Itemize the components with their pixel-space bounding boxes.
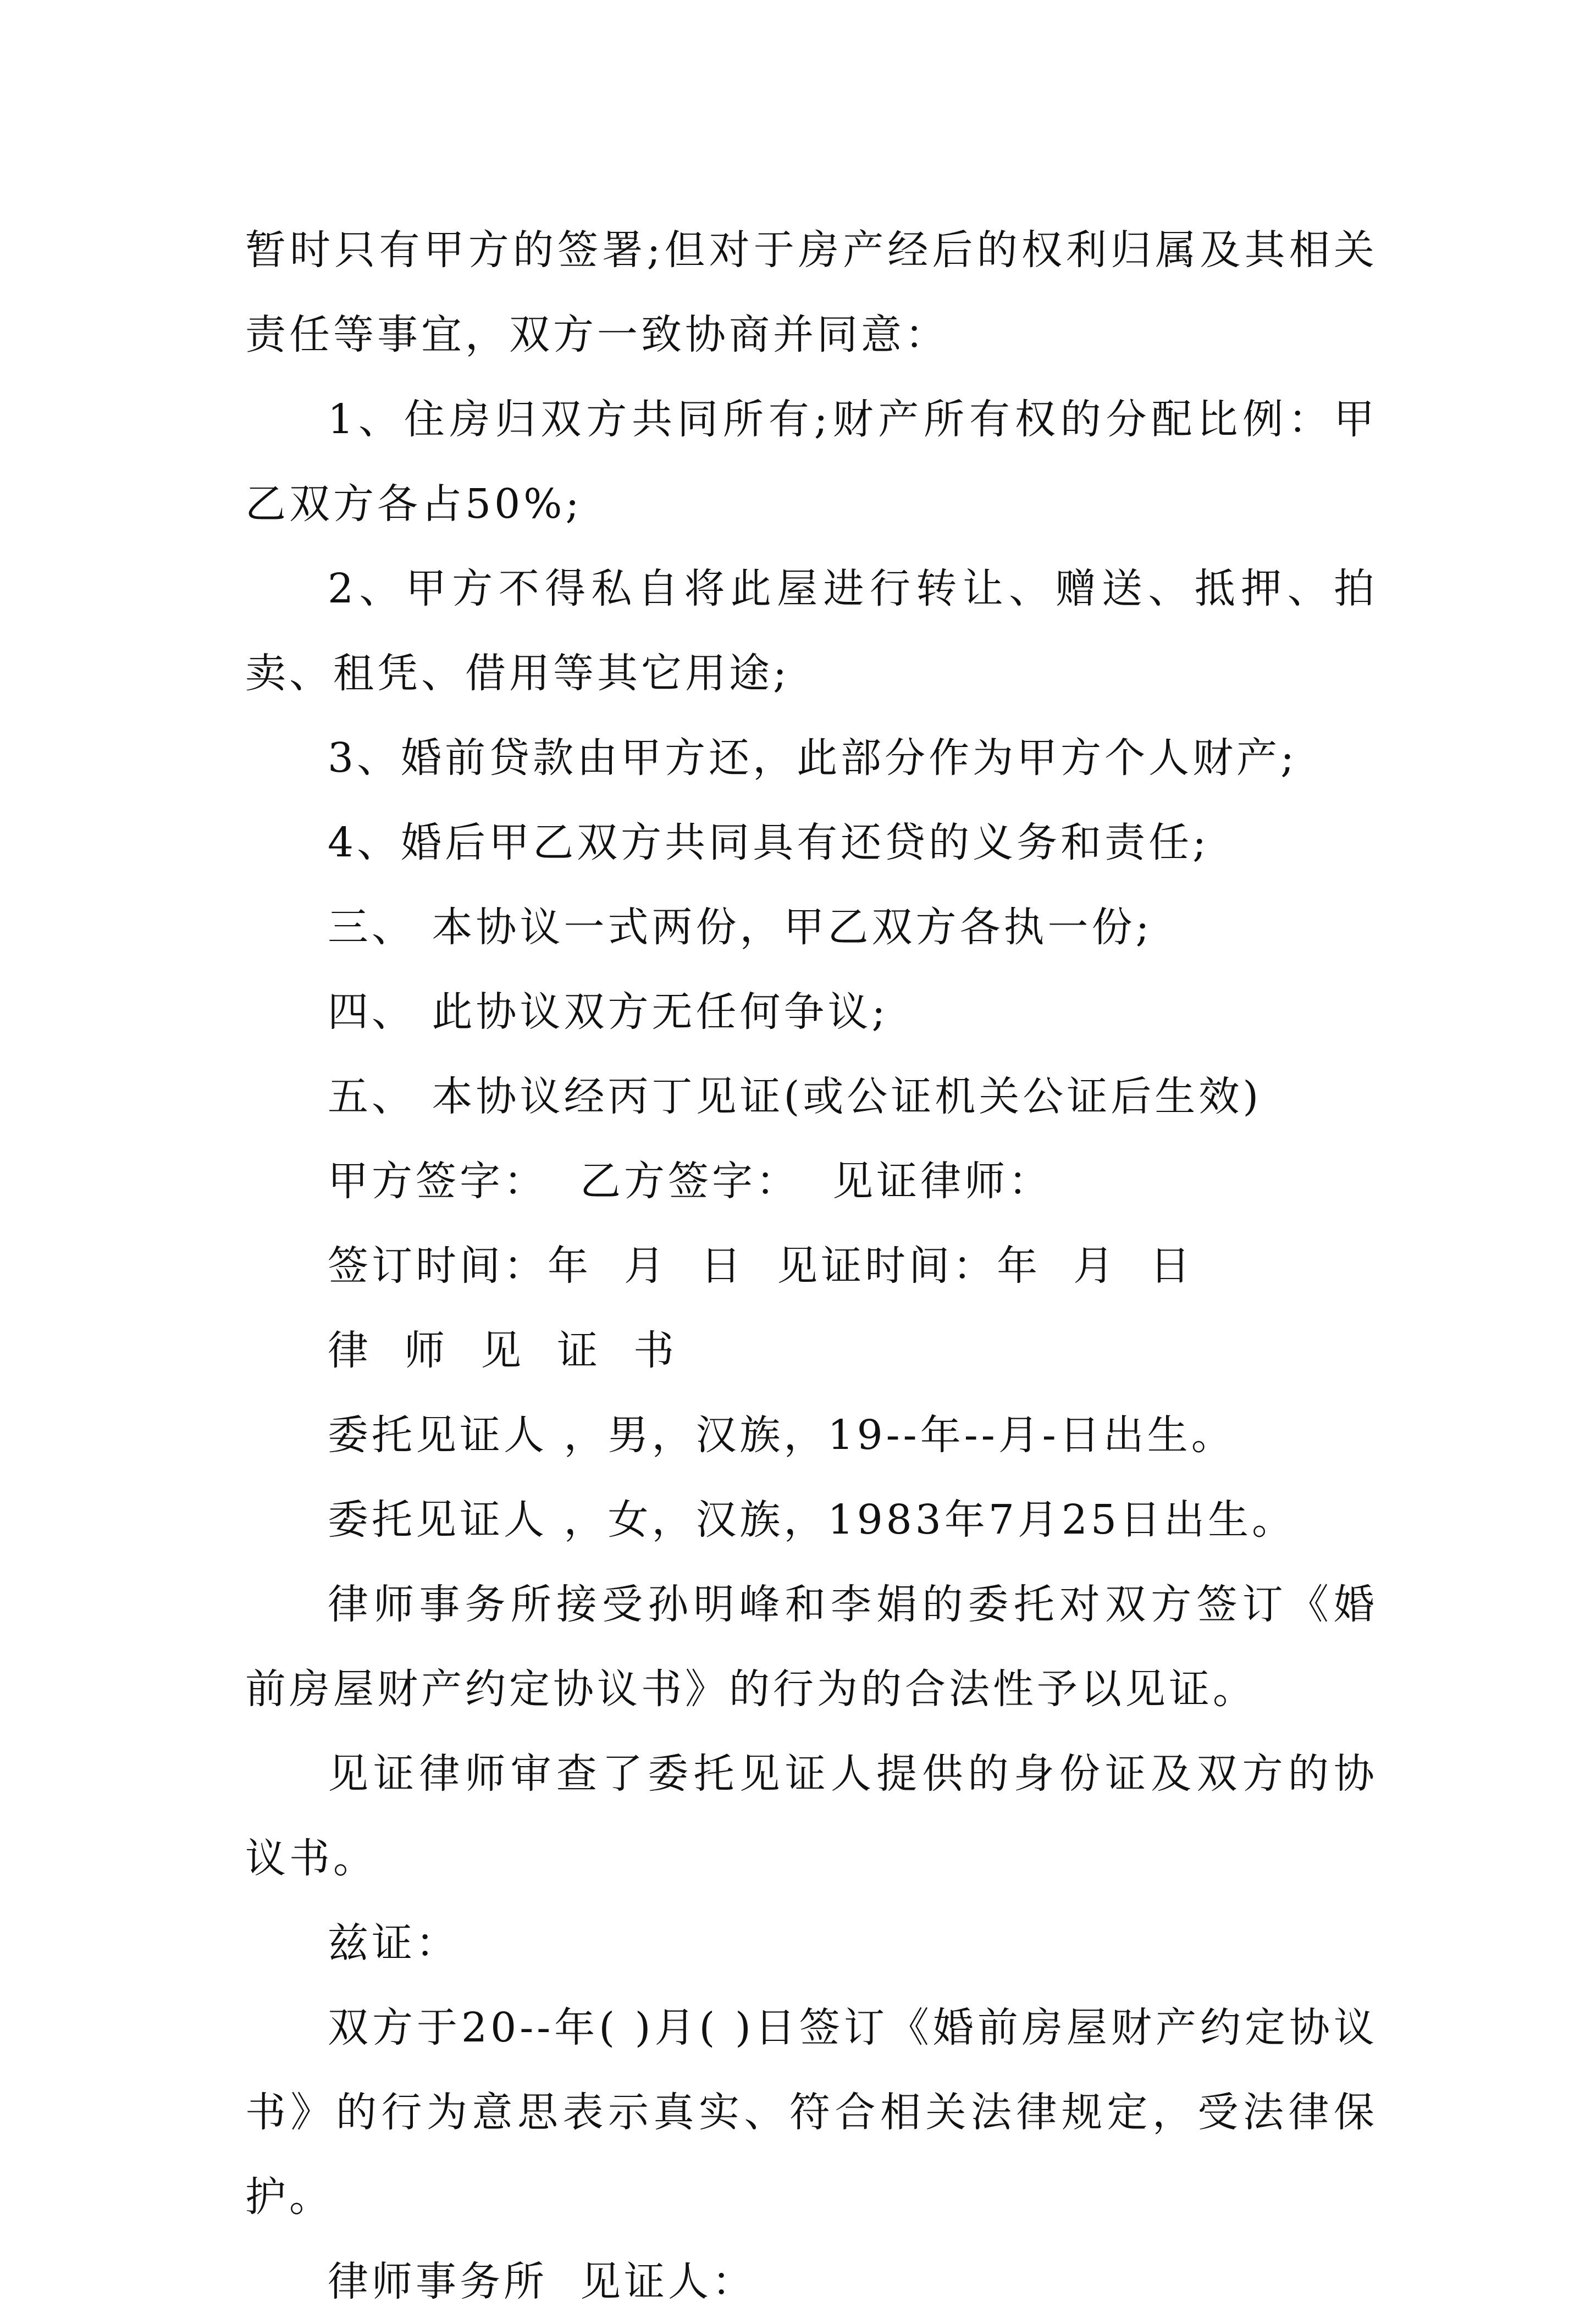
- paragraph-17: 双方于20--年( )月( )日签订《婚前房屋财产约定协议书》的行为意思表示真实、符合相关法律规定，受法律保护。: [245, 2004, 1378, 2221]
- paragraph-13: 委托见证人 ，女，汉族，1983年7月25日出生。: [328, 1496, 1296, 1543]
- signature-line: 甲方签字： 乙方签字： 见证律师：: [328, 1158, 1053, 1205]
- paragraph-16: 兹证：: [328, 1919, 460, 1967]
- paragraph-14: 律师事务所接受孙明峰和李娟的委托对双方签订《婚前房屋财产约定协议书》的行为的合法性予以见证。: [245, 1581, 1378, 1713]
- paragraph-7: 四、 此协议双方无任何争议;: [328, 988, 889, 1036]
- paragraph-8: 五、 本协议经丙丁见证(或公证机关公证后生效): [328, 1073, 1262, 1120]
- paragraph-2: 1、住房归双方共同所有;财产所有权的分配比例：甲乙双方各占50%;: [245, 396, 1378, 528]
- paragraph-4: 3、婚前贷款由甲方还，此部分作为甲方个人财产;: [328, 734, 1298, 782]
- paragraph-15: 见证律师审查了委托见证人提供的身份证及双方的协议书。: [245, 1750, 1378, 1882]
- section-title: 律 师 见 证 书: [328, 1327, 678, 1374]
- paragraph-12: 委托见证人 ，男，汉族，19--年--月-日出生。: [328, 1412, 1235, 1459]
- document-body: [245, 208, 1378, 2324]
- paragraph-5: 4、婚后甲乙双方共同具有还贷的义务和责任;: [328, 819, 1210, 866]
- paragraph-6: 三、 本协议一式两份，甲乙双方各执一份;: [328, 904, 1153, 951]
- paragraph-3: 2、甲方不得私自将此屋进行转让、赠送、抵押、拍卖、租凭、借用等其它用途;: [245, 565, 1378, 697]
- paragraph-18: 律师事务所 见证人：: [328, 2258, 756, 2305]
- paragraph-1: 暂时只有甲方的签署;但对于房产经后的权利归属及其相关责任等事宜，双方一致协商并同意：: [245, 226, 1378, 358]
- date-line: 签订时间：年 月 日 见证时间：年 月 日: [328, 1242, 1194, 1290]
